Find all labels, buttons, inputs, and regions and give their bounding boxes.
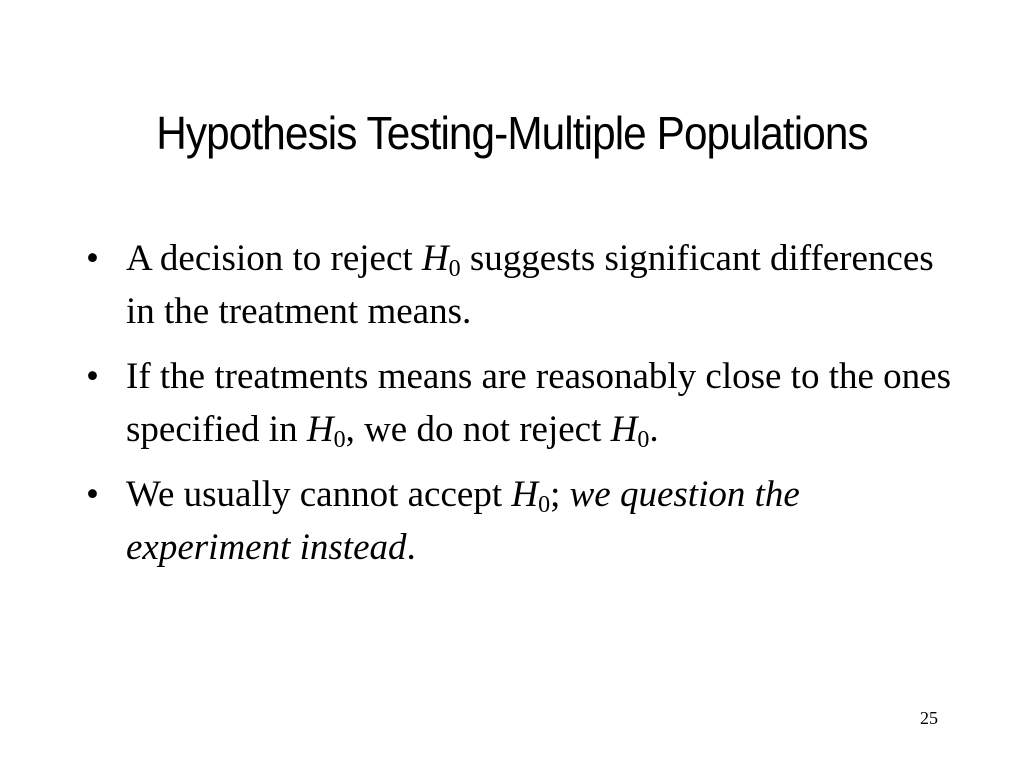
bullet-item-reject: [86, 232, 956, 338]
bullet-list: [86, 232, 956, 586]
hypothesis-subscript: 0: [538, 492, 551, 518]
bullet-text: , we do not reject: [345, 409, 611, 450]
slide-title: Hypothesis Testing-Multiple Populations: [156, 107, 868, 159]
bullet-text: suggests significant differences in the treatment means.: [126, 238, 934, 332]
hypothesis-symbol: H: [610, 409, 638, 450]
bullet-text: If the treatments means are reasonably close to the ones specified in: [126, 356, 951, 450]
bullet-text: We usually cannot accept: [126, 474, 512, 515]
hypothesis-subscript: 0: [448, 256, 461, 282]
hypothesis-subscript: 0: [637, 427, 650, 453]
bullet-text: .: [406, 527, 416, 568]
hypothesis-symbol: H: [306, 409, 334, 450]
hypothesis-symbol: H: [511, 474, 539, 515]
bullet-item-cannot-accept: [86, 468, 956, 574]
emphasis-text: we question the experiment instead: [126, 474, 800, 568]
bullet-text: A decision to reject: [126, 238, 422, 279]
bullet-text: ;: [550, 474, 570, 515]
hypothesis-symbol: H: [421, 238, 449, 279]
bullet-text: .: [649, 409, 659, 450]
page-number: 25: [920, 708, 938, 728]
bullet-item-close-means: [86, 350, 956, 456]
hypothesis-subscript: 0: [333, 427, 346, 453]
